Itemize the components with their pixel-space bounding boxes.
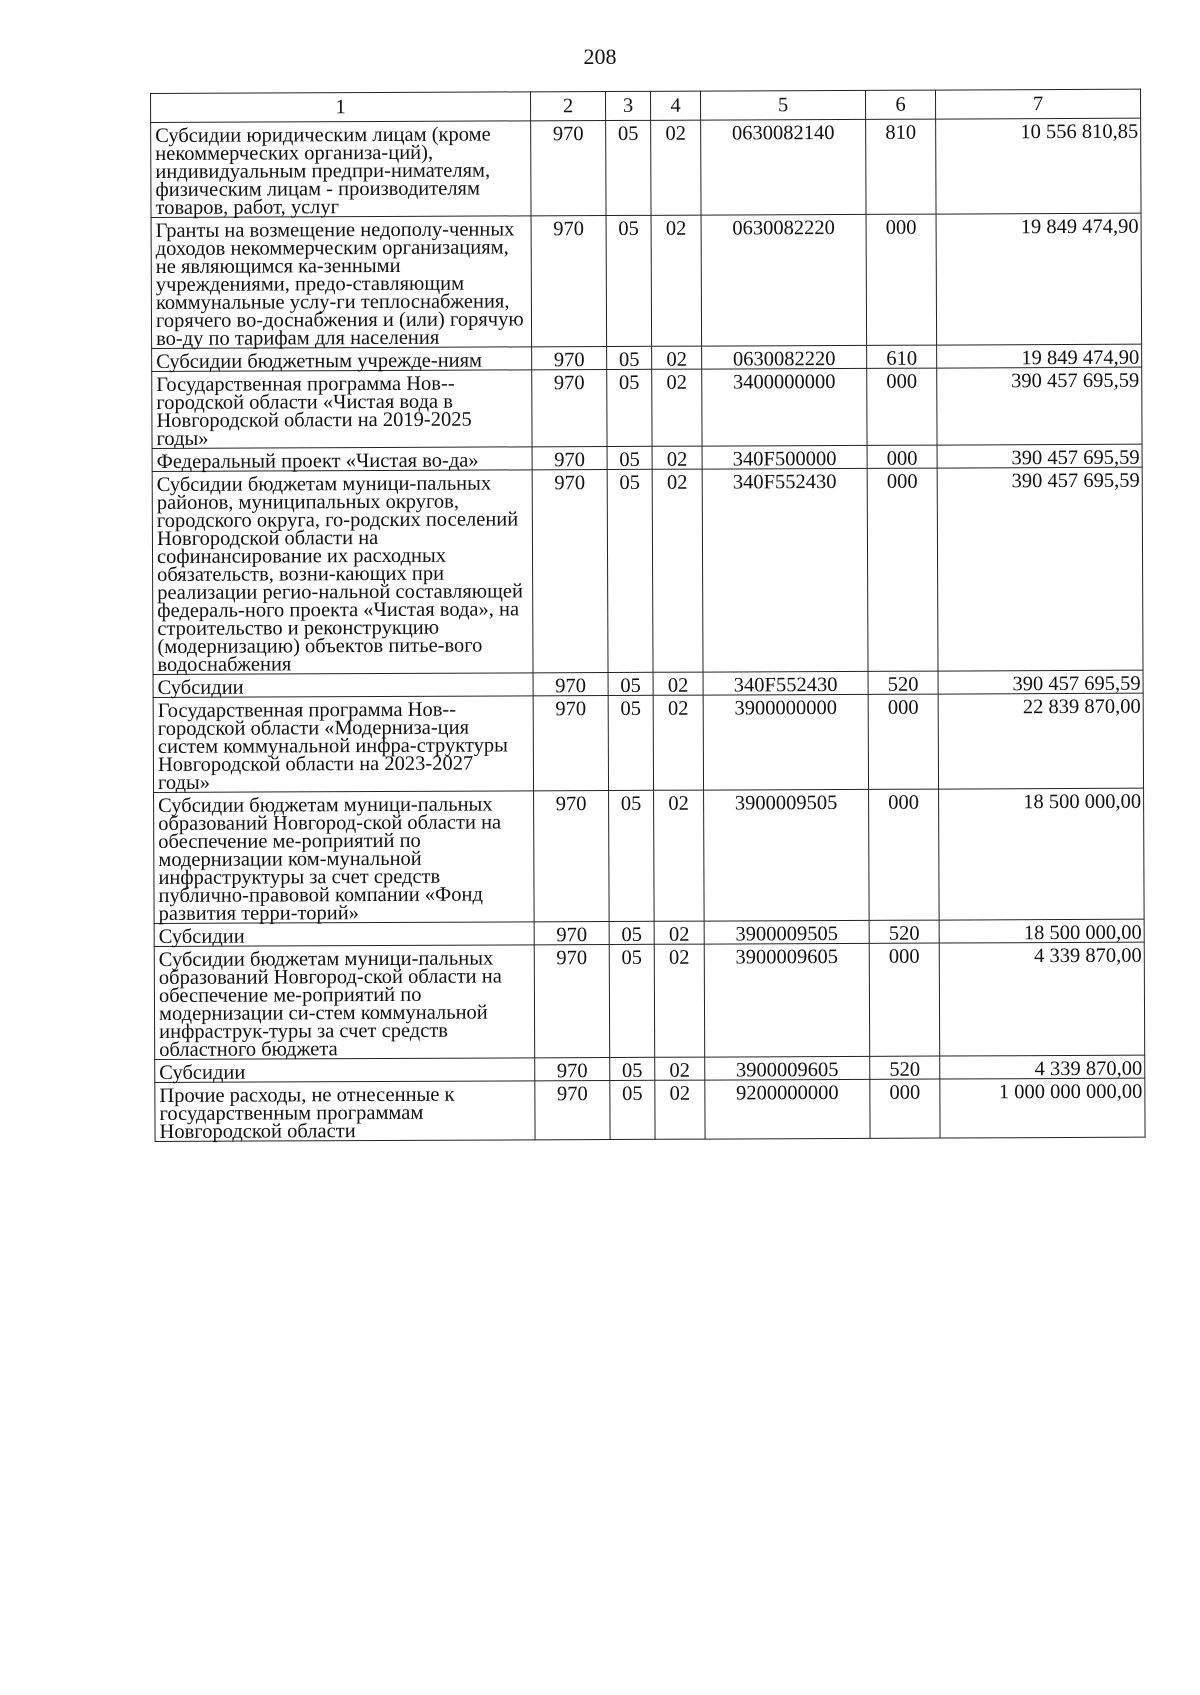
amount-cell: 390 457 695,59: [937, 444, 1142, 468]
table-row: [152, 367, 1142, 448]
expense-type-cell: 520: [868, 671, 938, 694]
section-code-cell: 05: [607, 469, 653, 672]
amount-cell: 10 556 810,85: [936, 118, 1141, 214]
expense-type-cell: 000: [867, 445, 937, 468]
glava-code-cell: 970: [532, 470, 608, 673]
row-name-cell: Субсидии бюджетам муници-пальных образований Новгород-ской области на обеспечение ме-роприятий по модернизации ком-мунальной инфраструктуры за счет средств публично-правовой компании «Фонд развития терри-торий»: [154, 791, 535, 924]
table-row: [154, 788, 1145, 923]
column-header-6: 6: [865, 90, 935, 119]
section-code-cell: 05: [606, 120, 651, 215]
section-code-cell: 05: [609, 921, 654, 944]
table-header: [151, 89, 1141, 122]
glava-code-cell: 970: [534, 945, 609, 1058]
expense-type-cell: 000: [869, 789, 940, 920]
target-article-cell: 3900009605: [704, 943, 869, 1057]
row-name-cell: Субсидии бюджетам муници-пальных районов, муниципальных округов, городского округа, го-родских поселений Новгородской области на софинансирование их расходных обязательств, возни-кающих при реализации регио-нальной составляющей федераль-ного проекта «Чистая вода», на строительство и реконструкцию (модернизацию) объектов питье-вого водоснабжения: [152, 470, 533, 675]
subsection-code-cell: 02: [653, 672, 703, 695]
column-header-1: 1: [151, 92, 531, 123]
amount-cell: 19 849 474,90: [936, 213, 1142, 345]
glava-code-cell: 970: [532, 370, 607, 447]
amount-cell: 4 339 870,00: [940, 1055, 1145, 1079]
section-code-cell: 05: [607, 346, 652, 369]
target-article-cell: 3900009505: [704, 920, 869, 944]
target-article-cell: 0630082220: [702, 345, 867, 369]
amount-cell: 390 457 695,59: [938, 670, 1143, 694]
table-row: [154, 942, 1144, 1059]
column-header-3: 3: [605, 91, 650, 120]
section-code-cell: 05: [610, 1080, 655, 1139]
row-name-cell: Гранты на возмещение недополу-ченных доходов некоммерческим организациям, не являющимся ка-зенными учреждениями, предо-ставляющим коммунальные услу-ги теплоснабжения, горячего во-доснабжения и (или) горячую во-ду по тарифам для населения: [151, 216, 532, 349]
column-header-7: 7: [935, 89, 1140, 119]
target-article-cell: 340F500000: [702, 445, 867, 469]
glava-code-cell: 970: [532, 347, 607, 370]
table-row: [155, 1078, 1145, 1141]
subsection-code-cell: 02: [651, 120, 701, 215]
target-article-cell: 3900009505: [704, 789, 870, 921]
section-code-cell: 05: [607, 369, 652, 446]
target-article-cell: 3900009605: [705, 1056, 870, 1080]
expense-type-cell: 520: [870, 1056, 940, 1079]
expense-type-cell: 000: [870, 1079, 940, 1138]
row-name-cell: Субсидии: [155, 1058, 535, 1083]
target-article-cell: 9200000000: [705, 1079, 870, 1139]
page-number: 208: [583, 44, 617, 69]
section-code-cell: 05: [609, 790, 655, 921]
expense-type-cell: 810: [866, 119, 936, 214]
subsection-code-cell: 02: [654, 944, 704, 1057]
amount-cell: 390 457 695,59: [937, 367, 1142, 445]
target-article-cell: 0630082140: [701, 119, 866, 215]
amount-cell: 22 839 870,00: [938, 693, 1143, 789]
subsection-code-cell: 02: [652, 446, 702, 469]
subsection-code-cell: 02: [655, 1057, 705, 1080]
header-row: [151, 89, 1141, 122]
row-name-cell: Субсидии бюджетам муници-пальных образований Новгород-ской области на обеспечение ме-роприятий по модернизации си-стем коммунальной инфраструк-туры за счет средств областного бюджета: [154, 945, 534, 1060]
target-article-cell: 3900000000: [703, 694, 868, 790]
row-name-cell: Прочие расходы, не отнесенные к государственным программам Новгородской области: [155, 1081, 535, 1142]
amount-cell: 18 500 000,00: [939, 919, 1144, 943]
subsection-code-cell: 02: [652, 469, 703, 672]
glava-code-cell: 970: [534, 922, 609, 945]
section-code-cell: 05: [609, 944, 654, 1057]
table-body: [151, 118, 1145, 1141]
target-article-cell: 340F552430: [702, 468, 868, 672]
subsection-code-cell: 02: [652, 346, 702, 369]
table-row: [151, 118, 1141, 217]
expense-type-cell: 000: [868, 694, 938, 789]
subsection-code-cell: 02: [653, 695, 703, 790]
row-name-cell: Субсидии: [154, 922, 534, 947]
section-code-cell: 05: [606, 215, 652, 346]
section-code-cell: 05: [610, 1057, 655, 1080]
expense-type-cell: 520: [869, 920, 939, 943]
glava-code-cell: 970: [534, 791, 610, 922]
target-article-cell: 3400000000: [702, 368, 867, 446]
subsection-code-cell: 02: [655, 1080, 705, 1139]
amount-cell: 390 457 695,59: [937, 467, 1143, 671]
table-row: [151, 213, 1142, 348]
row-name-cell: Федеральный проект «Чистая во-да»: [152, 447, 532, 472]
amount-cell: 18 500 000,00: [939, 788, 1145, 920]
amount-cell: 4 339 870,00: [939, 942, 1144, 1056]
glava-code-cell: 970: [535, 1058, 610, 1081]
table-row: [153, 693, 1143, 792]
row-name-cell: Государственная программа Нов-городской области «Чистая вода в Новгородской области на 2019-2025 годы»: [152, 370, 532, 449]
column-header-4: 4: [650, 91, 700, 120]
row-name-cell: Государственная программа Нов-городской области «Модерниза-ция систем коммунальной инфра-структуры Новгородской области на 2023-2027 годы»: [153, 696, 533, 793]
glava-code-cell: 970: [533, 696, 608, 791]
budget-table: [150, 89, 1146, 1142]
glava-code-cell: 970: [531, 121, 606, 216]
expense-type-cell: 000: [869, 943, 939, 1056]
row-name-cell: Субсидии бюджетным учрежде-ниям: [152, 347, 532, 372]
row-name-cell: Субсидии: [153, 673, 533, 698]
expense-type-cell: 000: [867, 368, 937, 445]
target-article-cell: 340F552430: [703, 671, 868, 695]
row-name-cell: Субсидии юридическим лицам (кроме некоммерческих организа-ций), индивидуальным предпри-нимателям, физическим лицам - производителям товаров, работ, услуг: [151, 121, 531, 218]
expense-type-cell: 000: [866, 214, 937, 345]
subsection-code-cell: 02: [652, 369, 702, 446]
section-code-cell: 05: [608, 695, 653, 790]
subsection-code-cell: 02: [651, 215, 702, 346]
glava-code-cell: 970: [532, 447, 607, 470]
subsection-code-cell: 02: [654, 790, 705, 921]
table-row: [152, 467, 1143, 674]
glava-code-cell: 970: [535, 1081, 610, 1140]
glava-code-cell: 970: [531, 216, 607, 347]
column-header-5: 5: [700, 90, 865, 120]
glava-code-cell: 970: [533, 673, 608, 696]
amount-cell: 1 000 000 000,00: [940, 1078, 1145, 1138]
column-header-2: 2: [530, 92, 605, 121]
amount-cell: 19 849 474,90: [937, 344, 1142, 368]
expense-type-cell: 610: [867, 345, 937, 368]
expense-type-cell: 000: [867, 468, 938, 671]
section-code-cell: 05: [608, 672, 653, 695]
target-article-cell: 0630082220: [701, 214, 867, 346]
section-code-cell: 05: [607, 446, 652, 469]
subsection-code-cell: 02: [654, 921, 704, 944]
